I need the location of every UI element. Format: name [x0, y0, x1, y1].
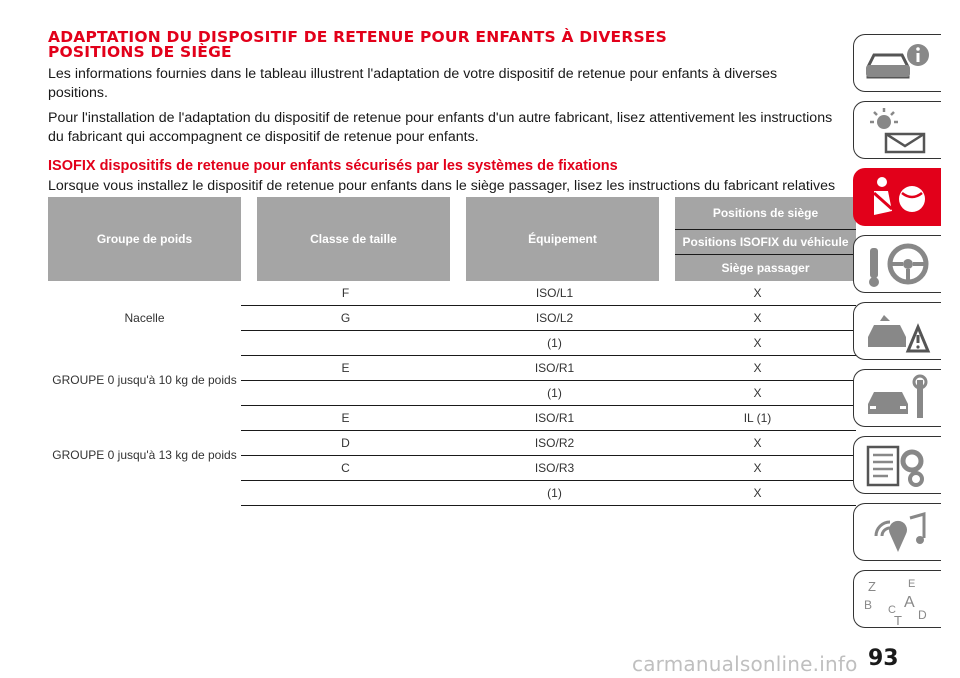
passenger-seat-cell: X: [659, 306, 856, 331]
header-size-class: Classe de taille: [257, 197, 450, 281]
equipment-cell: ISO/R3: [450, 456, 659, 481]
equipment-cell: (1): [450, 381, 659, 406]
size-class-cell: G: [241, 306, 450, 331]
tab-car-info[interactable]: [853, 34, 941, 92]
page-number: 93: [868, 646, 899, 671]
tab-car-emergency[interactable]: [853, 302, 941, 360]
passenger-seat-cell: IL (1): [659, 406, 856, 431]
index-letter: A: [904, 594, 915, 611]
equipment-cell: ISO/L2: [450, 306, 659, 331]
header-weight-group: Groupe de poids: [48, 197, 241, 281]
tab-multimedia[interactable]: [853, 503, 941, 561]
tab-steering-key[interactable]: [853, 235, 941, 293]
equipment-cell: (1): [450, 481, 659, 506]
intro-paragraph: Les informations fournies dans le tableau illustrent l'adaptation de votre dispositif de retenue pour enfants à diverses positions.: [48, 66, 778, 101]
table-row: [48, 356, 856, 381]
index-letters-icon: [862, 575, 932, 625]
isofix-subheading: ISOFIX dispositifs de retenue pour enfants sécurisés par les systèmes de fixations: [48, 158, 618, 174]
technical-data-icon: [862, 441, 932, 491]
tab-index[interactable]: [853, 570, 941, 628]
title-line-2: POSITIONS DE SIÈGE: [48, 43, 232, 61]
header-equipment: Équipement: [466, 197, 659, 281]
table-row: [48, 281, 856, 306]
passenger-seat-cell: X: [659, 431, 856, 456]
size-class-cell: [241, 381, 450, 406]
equipment-cell: ISO/R1: [450, 406, 659, 431]
index-letter: C: [888, 604, 896, 616]
size-class-cell: [241, 481, 450, 506]
size-class-cell: [241, 331, 450, 356]
weight-group-cell: GROUPE 0 jusqu'à 10 kg de poids: [52, 373, 237, 387]
airbag-seatbelt-icon: [862, 173, 932, 223]
title-line-1: ADAPTATION DU DISPOSITIF DE RETENUE POUR ENFANTS À DIVERSES: [48, 28, 667, 46]
steering-wheel-key-icon: [862, 240, 932, 290]
size-class-cell: C: [241, 456, 450, 481]
passenger-seat-cell: X: [659, 456, 856, 481]
passenger-seat-cell: X: [659, 331, 856, 356]
size-class-cell: E: [241, 406, 450, 431]
car-info-icon: [862, 39, 932, 89]
header-isofix-positions: Positions ISOFIX du véhicule: [675, 230, 856, 255]
equipment-cell: ISO/R2: [450, 431, 659, 456]
index-letter: D: [918, 608, 927, 622]
header-seat-positions: Positions de siège: [675, 197, 856, 230]
passenger-seat-cell: X: [659, 281, 856, 306]
page-title: [48, 30, 840, 60]
tab-technical-data[interactable]: [853, 436, 941, 494]
car-emergency-icon: [862, 307, 932, 357]
index-letter: B: [864, 598, 873, 612]
main-content: [48, 30, 840, 215]
equipment-cell: ISO/L1: [450, 281, 659, 306]
index-letter: T: [894, 613, 902, 625]
weight-group-cell: GROUPE 0 jusqu'à 13 kg de poids: [52, 448, 237, 462]
tab-car-maintenance[interactable]: [853, 369, 941, 427]
passenger-seat-cell: X: [659, 356, 856, 381]
weight-group-cell: Nacelle: [124, 310, 165, 325]
passenger-seat-cell: X: [659, 381, 856, 406]
index-letter: Z: [868, 579, 876, 594]
tab-warning-lights[interactable]: [853, 101, 941, 159]
table-row: [48, 406, 856, 431]
seat-compatibility-table: [48, 197, 856, 506]
watermark: carmanualsonline.info: [632, 652, 858, 676]
header-passenger-seat: Siège passager: [675, 255, 856, 282]
size-class-cell: F: [241, 281, 450, 306]
equipment-cell: (1): [450, 331, 659, 356]
multimedia-icon: [862, 508, 932, 558]
passenger-seat-cell: X: [659, 481, 856, 506]
equipment-cell: ISO/R1: [450, 356, 659, 381]
isofix-paragraph: Lorsque vous installez le dispositif de retenue pour enfants dans le siège passager, lisez les instructions du fabricant relatives: [48, 178, 836, 194]
size-class-cell: E: [241, 356, 450, 381]
index-letter: E: [908, 578, 916, 590]
installation-paragraph: Pour l'installation de l'adaptation du dispositif de retenue pour enfants d'un autre fabricant, lisez attentivement les instructions du fabricant qui accompagnent ce dispositif de retenue pour enfants.: [48, 110, 833, 145]
warning-lights-icon: [862, 106, 932, 156]
size-class-cell: D: [241, 431, 450, 456]
car-maintenance-icon: [862, 374, 932, 424]
tab-airbag-seatbelt[interactable]: [853, 168, 941, 226]
